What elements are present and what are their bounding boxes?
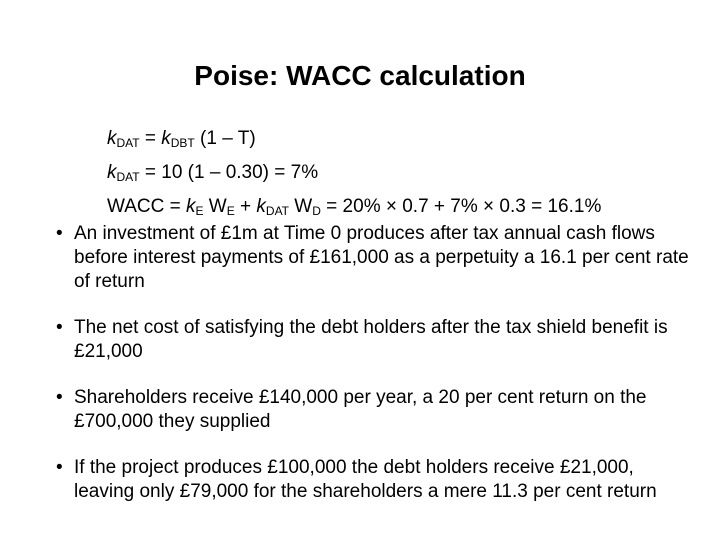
subscript: D xyxy=(312,204,321,218)
bullet-text: The net cost of satisfying the debt holders after the tax shield benefit is £21,000 xyxy=(74,317,668,362)
bullet-list xyxy=(56,222,696,526)
subscript: E xyxy=(226,204,235,218)
bullet-marker: • xyxy=(56,223,63,244)
subscript: DAT xyxy=(116,136,140,150)
plus: + xyxy=(234,196,257,217)
bullet-text: An investment of £1m at Time 0 produces after tax annual cash flows before interest payments of £161,000 as a perpetuity a 16.1 per cent rate of return xyxy=(74,223,689,292)
bullet-text: Shareholders receive £140,000 per year, a 20 per cent return on the £700,000 they supplied xyxy=(74,387,647,432)
k-symbol: k xyxy=(186,196,196,217)
bullet-marker: • xyxy=(56,387,63,408)
k-symbol: k xyxy=(161,128,171,149)
bullet-marker: • xyxy=(56,457,63,478)
bullet-text: If the project produces £100,000 the debt holders receive £21,000, leaving only £79,000 for the shareholders a mere 11.3 per cent return xyxy=(74,457,657,502)
subscript: DBT xyxy=(170,136,195,150)
weight-symbol: W xyxy=(203,196,227,217)
bullet-item xyxy=(56,316,696,364)
bullet-item xyxy=(56,386,696,434)
subscript: E xyxy=(195,204,204,218)
bullet-item xyxy=(56,456,696,504)
formula-line-2 xyxy=(107,158,601,192)
k-symbol: k xyxy=(256,196,266,217)
subscript: DAT xyxy=(116,170,140,184)
bullet-item xyxy=(56,222,696,294)
formula-text: = 10 (1 – 0.30) = 7% xyxy=(139,162,319,183)
formula-text: (1 – T) xyxy=(194,128,256,149)
bullet-marker: • xyxy=(56,317,63,338)
formula-line-3 xyxy=(107,192,601,226)
formula-line-1 xyxy=(107,124,601,158)
k-symbol: k xyxy=(107,162,117,183)
subscript: DAT xyxy=(265,204,290,218)
k-symbol: k xyxy=(107,128,117,149)
weight-symbol: W xyxy=(289,196,313,217)
formula-block xyxy=(107,124,601,226)
formula-text: WACC = xyxy=(107,196,186,217)
equals: = xyxy=(139,128,162,149)
slide-title: Poise: WACC calculation xyxy=(194,60,526,91)
formula-text: = 20% × 0.7 + 7% × 0.3 = 16.1% xyxy=(320,196,602,217)
